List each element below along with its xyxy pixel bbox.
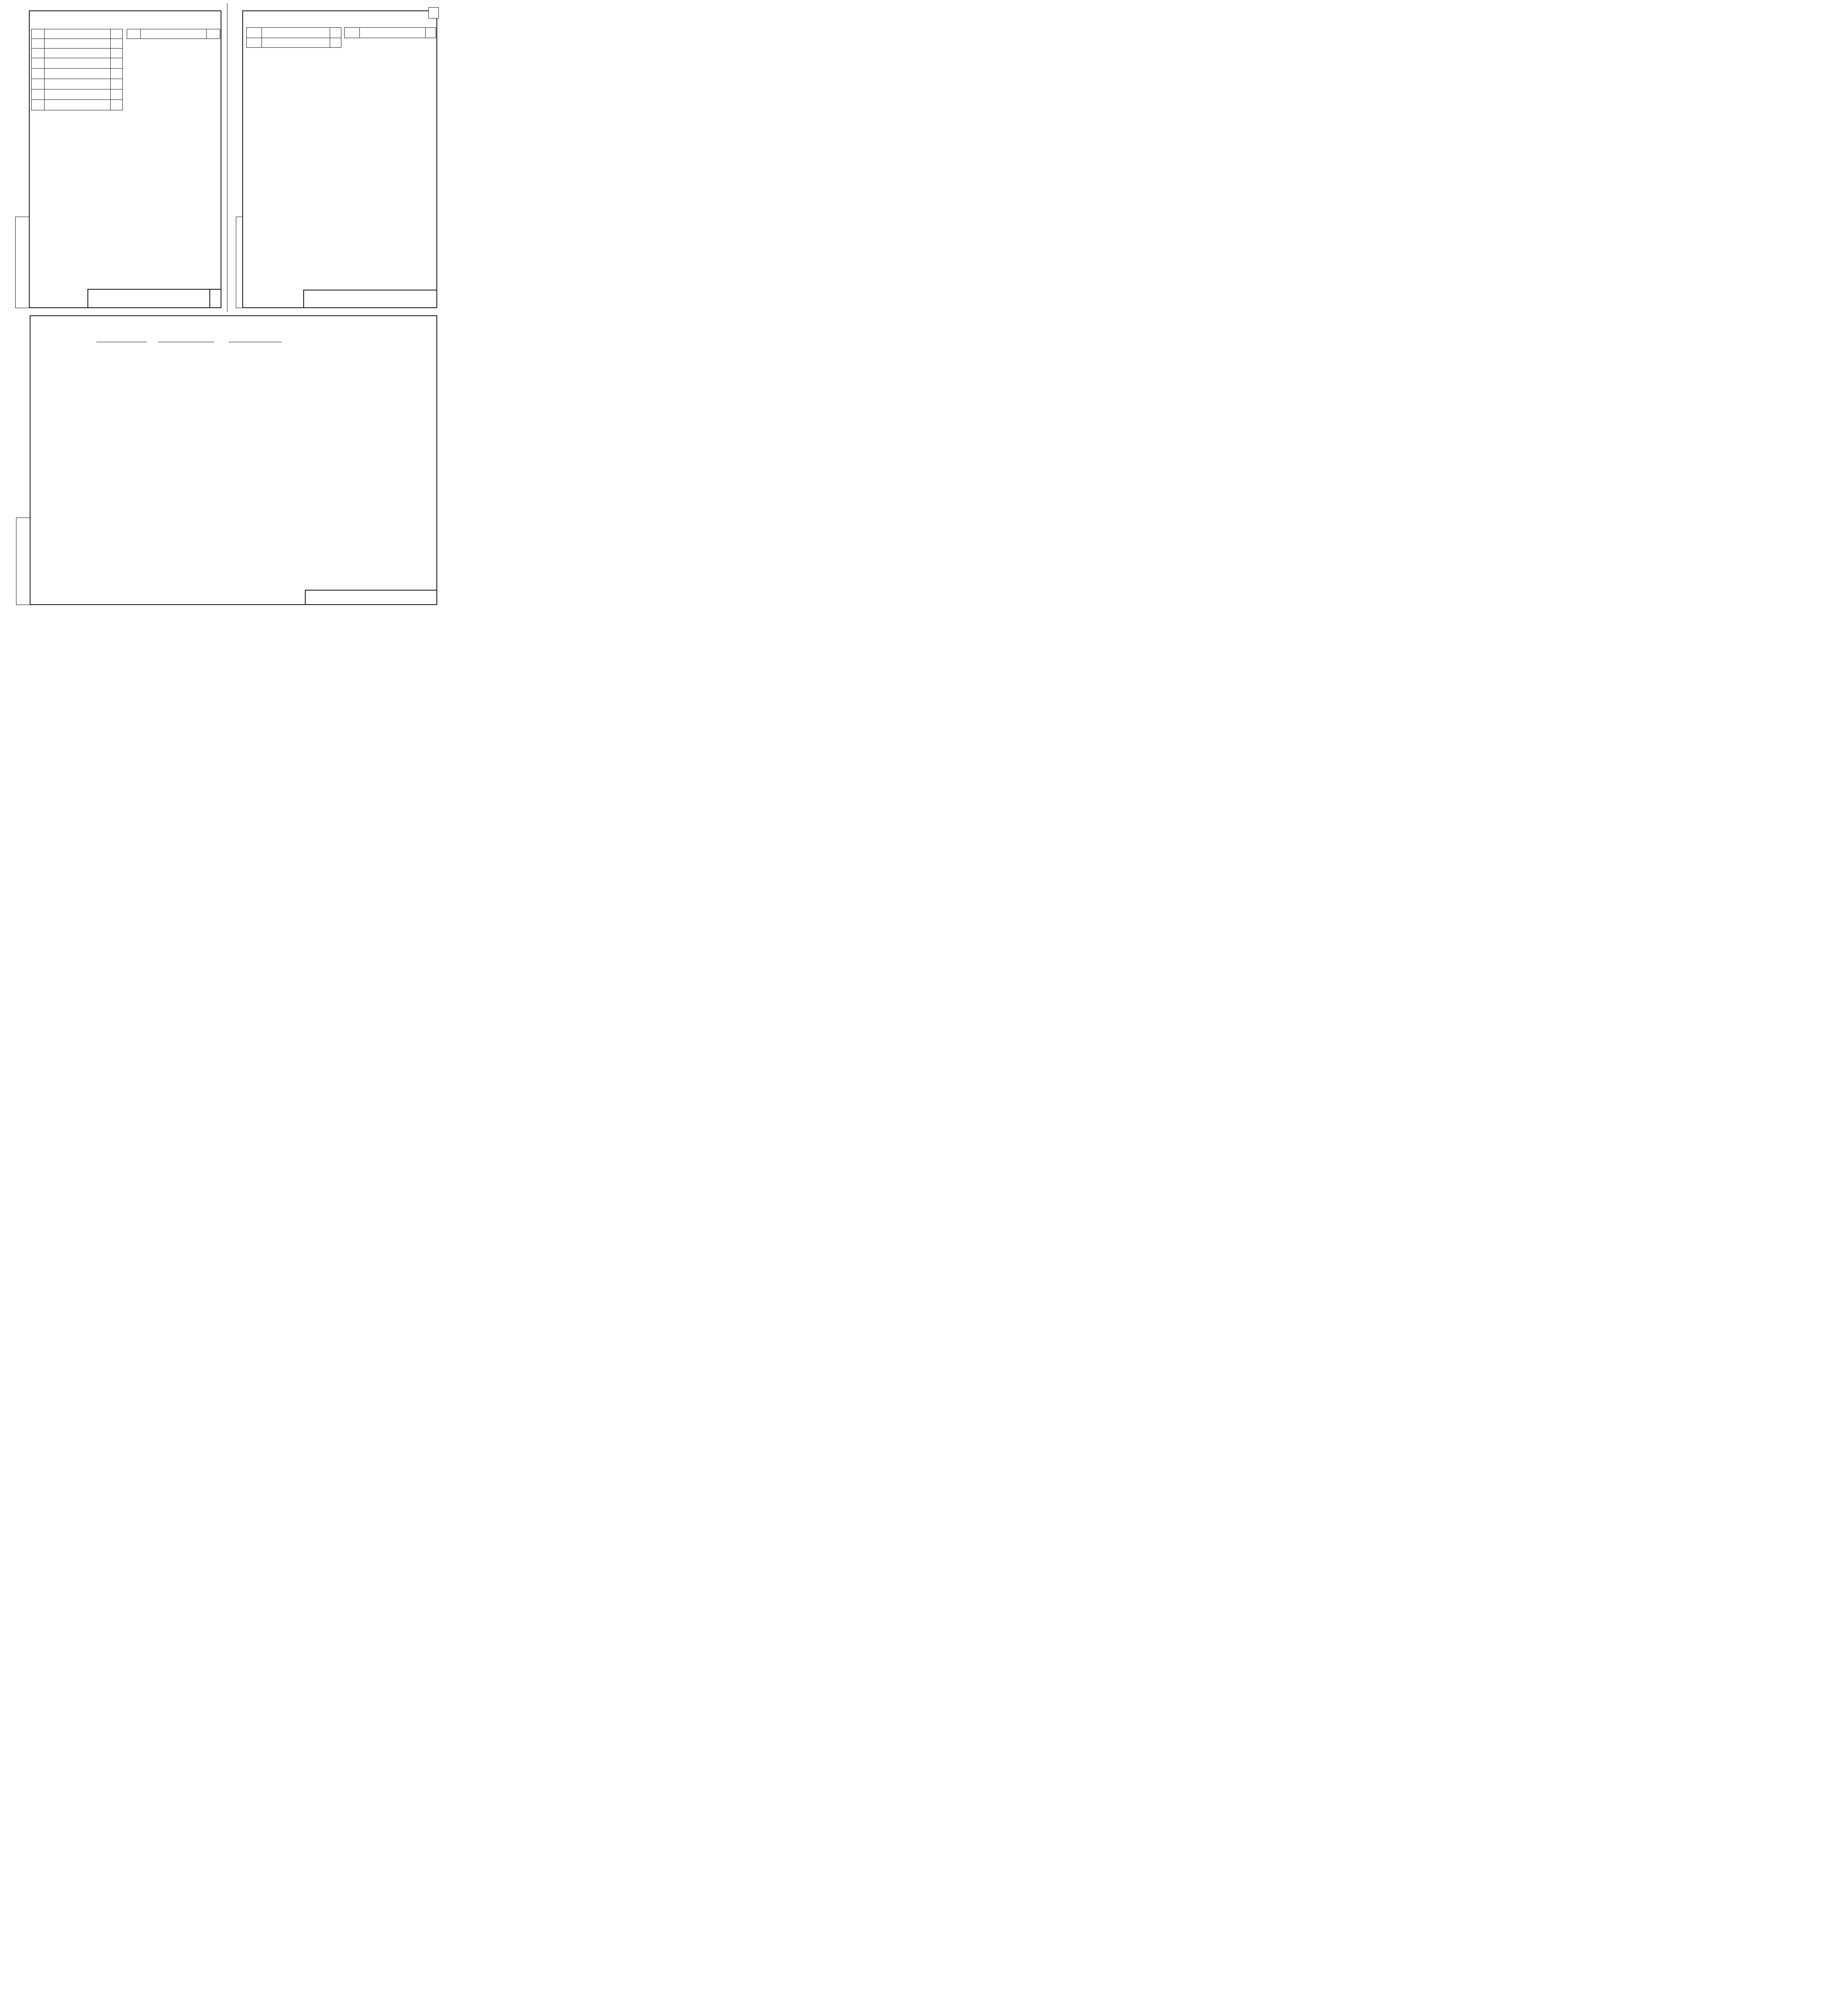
sheet4-stamp — [305, 590, 437, 605]
panel-diagram — [0, 0, 441, 611]
sheet4-side-strip — [16, 518, 30, 605]
